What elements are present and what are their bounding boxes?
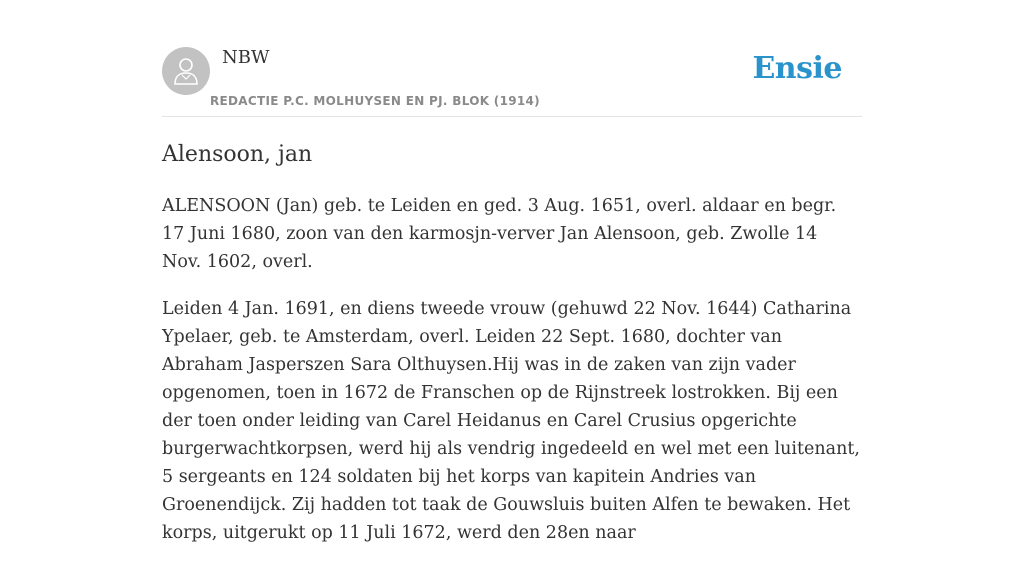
article-title: Alensoon, jan	[162, 142, 313, 167]
author-avatar[interactable]	[162, 47, 210, 95]
author-byline: REDACTIE P.C. MOLHUYSEN EN PJ. BLOK (1914)	[210, 94, 540, 108]
ensie-logo[interactable]: Ensie	[752, 51, 842, 86]
article-body	[162, 192, 862, 566]
article-paragraph: Leiden 4 Jan. 1691, en diens tweede vrouw (gehuwd 22 Nov. 1644) Catharina Ypelaer, geb. te Amsterdam, overl. Leiden 22 Sept. 1680, dochter van Abraham Jasperszen Sara Olthuysen.Hij was in de zaken van zijn vader opgenomen, toen in 1672 de Franschen op de Rijnstreek lostrokken. Bij een der toen onder leiding van Carel Heidanus en Carel Crusius opgerichte burgerwachtkorpsen, werd hij als vendrig ingedeeld en wel met een luitenant, 5 sergeants en 124 soldaten bij het korps van kapitein Andries van Groenendijck. Zij hadden tot taak de Gouwsluis buiten Alfen te bewaken. Het korps, uitgerukt op 11 Juli 1672, werd den 28en naar	[162, 299, 860, 543]
article-paragraph: ALENSOON (Jan) geb. te Leiden en ged. 3 Aug. 1651, overl. aldaar en begr. 17 Juni 1680, zoon van den karmosjn-verver Jan Alensoon, geb. Zwolle 14 Nov. 1602, overl.	[162, 196, 837, 272]
author-name[interactable]: NBW	[222, 47, 270, 68]
user-icon	[172, 56, 200, 86]
article-header	[162, 46, 862, 117]
